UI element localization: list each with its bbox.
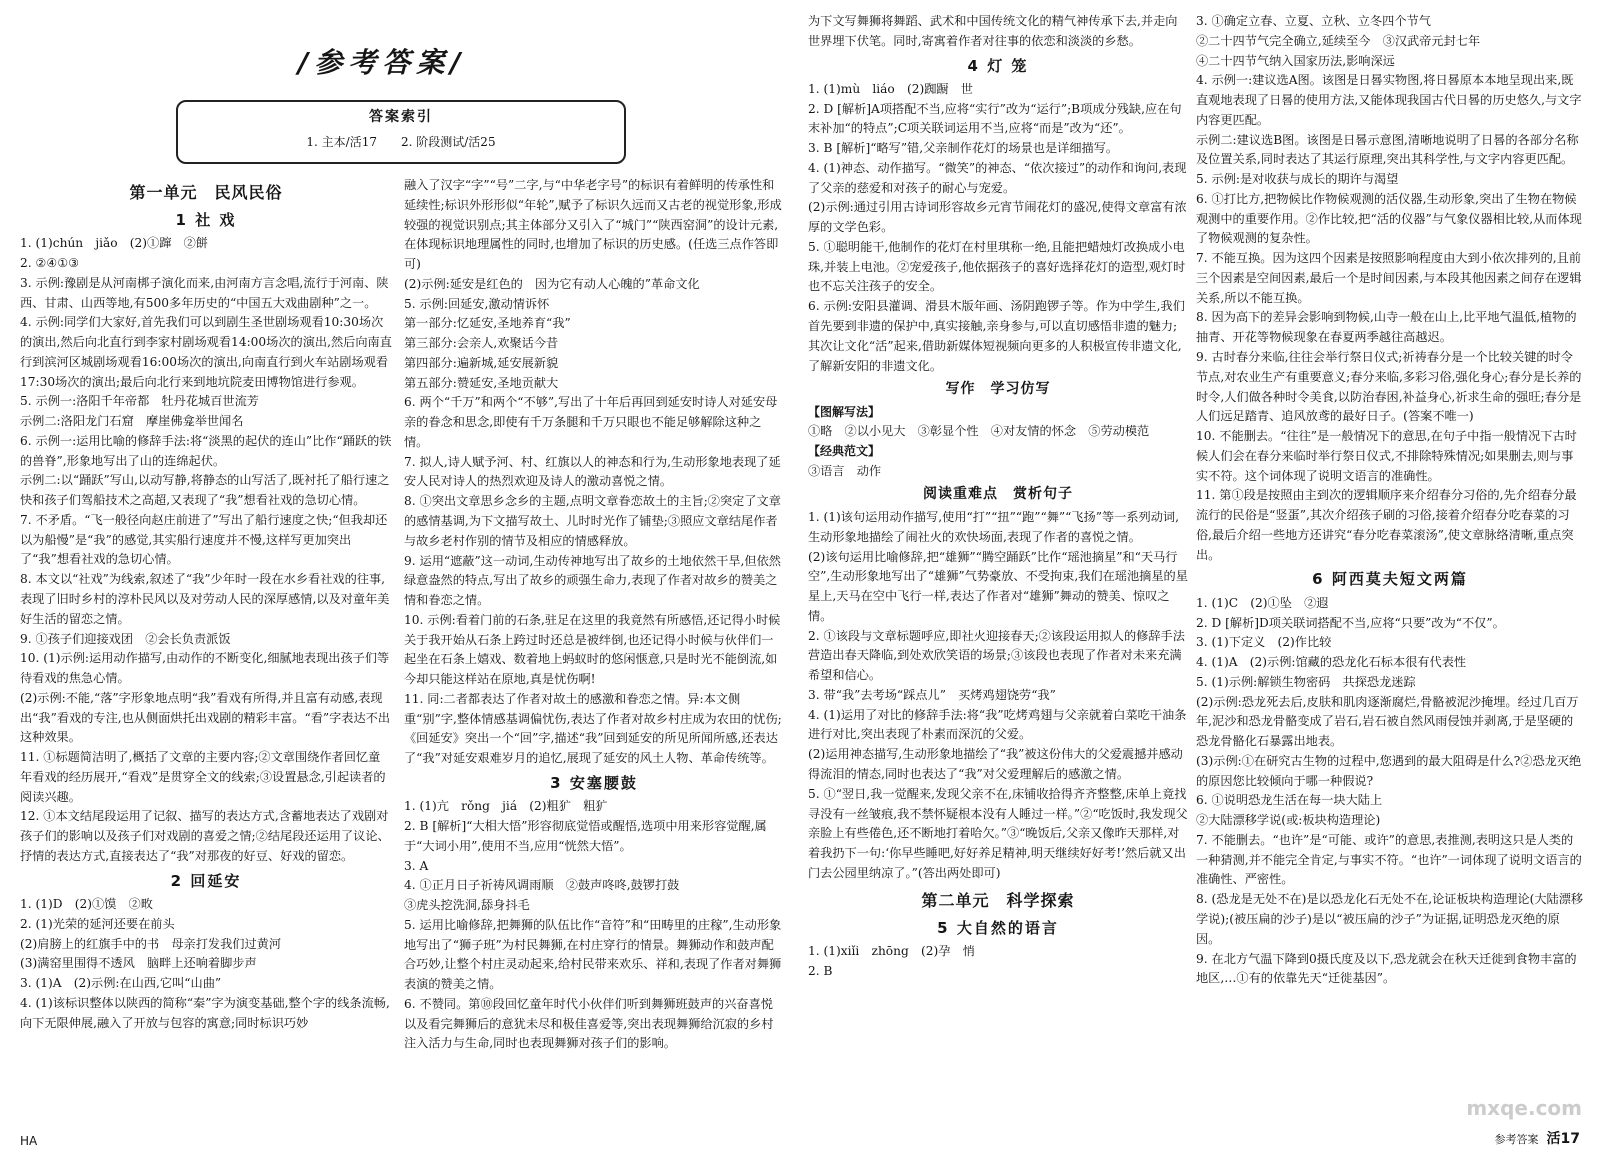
answer-item: 10. (1)示例:运用动作描写,由动作的不断变化,细腻地表现出孩子们等待看戏的焦急心情。 — [20, 651, 390, 686]
section-tag: 【图解写法】 — [808, 404, 881, 419]
answer-item: (3)满窑里围得不透风 脑畔上还响着脚步声 — [20, 956, 257, 971]
answer-item: 5. 示例:是对收获与成长的期许与渴望 — [1196, 172, 1399, 187]
answer-item: 2. ②④①③ — [20, 255, 80, 270]
answer-item: (2)示例:恐龙死去后,皮肤和肌肉逐渐腐烂,骨骼被泥沙掩埋。经过几百万年,泥沙和恐龙骨骼变成了岩石,岩石被自然风雨侵蚀并剥离,于是坚硬的恐龙骨骼化石暴露出地表。 — [1196, 694, 1579, 749]
answer-item: 5. ①聪明能干,他制作的花灯在村里琪称一绝,且能把蜡烛灯改换成小电珠,并装上电池。②宠爱孩子,他依据孩子的喜好选择花灯的造型,观灯时也不忘关注孩子的安全。 — [808, 239, 1186, 294]
answer-item: 5. 示例一:洛阳千年帝都 牡丹花城百世流芳 — [20, 394, 259, 409]
answer-index-box — [176, 100, 626, 164]
answer-item: 4. (1)运用了对比的修辞手法:将“我”吃烤鸡翅与父亲就着白菜吃干油条进行对比,突出表现了朴素而深沉的父爱。 — [808, 707, 1187, 742]
answer-item: 5. 运用比喻修辞,把舞狮的队伍比作“音符”和“田畴里的庄稼”,生动形象地写出了“狮子班”为村民舞狮,在村庄穿行的情景。舞狮动作和鼓声配合巧妙,让整个村庄灵动起来,给村民带来欢乐、祥和,表现了作者对舞狮表演的赞美之情。 — [404, 917, 782, 992]
answer-item: 融入了汉字“字”“号”二字,与“中华老字号”的标识有着鲜明的传承性和延续性;标识外形形似“年轮”,赋予了标识久远而又古老的视觉形象,形成较强的视觉识别点;其主体部分又引入了“城门”“陕西窑洞”的设计元素,在体现标识地理属性的同时,也增加了标识的历史感。(任选三点作答即可) — [404, 178, 782, 272]
answer-index-title: 答案索引 — [369, 109, 433, 125]
answer-item: 9. 运用“遮蔽”这一动词,生动传神地写出了故乡的土地依然干旱,但依然绿意盎然的特点,写出了故乡的顽强生命力,表现了作者对故乡的赞美之情和眷恋之情。 — [404, 553, 781, 608]
answer-item: (2)示例:延安是红色的 因为它有动人心魄的”革命文化 — [404, 276, 700, 291]
answer-item: 5. 示例:回延安,激动情诉怀 — [404, 296, 550, 311]
answer-item: 示例二:以“踊跃”写山,以动写静,将静态的山写活了,既衬托了船行速之快和孩子们驾船技术之高超,又表现了“我”想看社戏的急切心情。 — [20, 473, 390, 508]
answer-item: 2. D [解析]A项搭配不当,应将“实行”改为“运行”;B项成分残缺,应在句末补加“的特点”;C项关联词运用不当,应将“而是”改为“还”。 — [808, 101, 1182, 136]
answer-item: 1. (1)chún jiǎo (2)①蹿 ②餅 — [20, 236, 208, 251]
answer-item: 5. (1)示例:解锁生物密码 共探恐龙迷踪 — [1196, 674, 1416, 689]
lesson-heading: 2 回延安 — [170, 871, 242, 890]
answer-item: 8. ①突出文章思乡念乡的主题,点明文章眷恋故土的主旨;②突定了文章的感情基调,为下文描写故土、儿时时光作了铺垫;③照应文章结尾作者与故乡老村作别的情节及相应的情感释放。 — [404, 494, 781, 548]
answer-item: 8. 因为高下的差异会影响到物候,山寺一般在山上,比平地气温低,植物的抽青、开花等物候现象在春夏两季越往高越迟。 — [1196, 310, 1577, 345]
answer-item: 6. 示例一:运用比喻的修辞手法:将“淡黑的起伏的连山”比作“踊跃的铁的兽脊”,形象地写出了山的连绵起伏。 — [20, 433, 392, 468]
left-column-1 — [20, 176, 392, 1126]
answer-item: 4. ①正月日子祈祷风调雨顺 ②鼓声咚咚,鼓锣打鼓 — [404, 878, 680, 893]
answer-item: 3. A — [404, 858, 429, 873]
answer-item: 4. (1)该标识整体以陕西的简称“秦”字为演变基础,整个字的线条流畅,向下无限伸展,融入了开放与包容的寓意;同时标识巧妙 — [20, 995, 390, 1030]
section-heading: 写作 学习仿写 — [945, 381, 1051, 398]
right-column-1 — [808, 12, 1188, 1126]
page-number: 活17 — [1546, 1131, 1580, 1147]
answer-item: (2)该句运用比喻修辞,把“雄狮”“腾空踊跃”比作“瑶池摘星”和“天马行空”,生动形象地写出了“雄狮”气势豪放、不受拘束,我们在瑶池摘星的星星上,天马在空中飞行一样,表达了作者对“雄狮”舞动的赞美、惊叹之情。 — [808, 549, 1188, 623]
right-page — [800, 0, 1600, 1159]
answer-item: 9. 在北方气温下降到0摄氏度及以下,恐龙就会在秋天迁徙到食物丰富的地区,…①有的依靠先天“迁徙基因”。 — [1196, 951, 1577, 986]
answer-item: 6. ①打比方,把物候比作物候观测的活仪器,生动形象,突出了生物在物候观测中的重要作用。②作比较,把“活的仪器”与气象仪器相比较,从而体现了物候观测的复杂性。 — [1196, 191, 1582, 246]
answer-item: 9. ①孩子们迎接戏团 ②会长负责派饭 — [20, 631, 231, 646]
footer-page — [1495, 1128, 1580, 1151]
lesson-heading: 5 大自然的语言 — [937, 918, 1059, 937]
answer-item: 示例二:洛阳龙门石窟 摩崖佛龛举世闻名 — [20, 414, 244, 429]
answer-item: 3. (1)A (2)示例:在山西,它叫“山曲” — [20, 976, 222, 991]
answer-item: 3. B [解析]“略写”错,父亲制作花灯的场景也是详细描写。 — [808, 141, 1119, 156]
answer-item: ②二十四节气完全确立,延续至今 ③汉武帝元封七年 — [1196, 33, 1481, 48]
answer-item: 第一部分:忆延安,圣地养育“我” — [404, 316, 571, 331]
answer-item: ③语言 动作 — [808, 463, 882, 478]
answer-item: (2)示例:不能,“落”字形象地点明“我”看戏有所得,并且富有动感,表现出“我”看戏的专注,也从侧面烘托出戏剧的精彩丰富。“看”字表达不出这种效果。 — [20, 690, 391, 745]
answer-item: 6. 示例:安阳县灌调、滑县木版年画、汤阴跑锣子等。作为中学生,我们首先要到非遗的保护中,真实接触,亲身参与,可以直切感悟非遗的魅力;其次让文化“活”起来,借助新媒体短视频向更多的人积极宣传非遗文化,了解新安阳的非遗文化。 — [808, 299, 1185, 373]
left-column-2 — [404, 176, 784, 1126]
answer-item: 3. 示例:豫剧是从河南梆子演化而来,由河南方言念唱,流行于河南、陕西、甘肃、山西等地,有500多年历史的“中国五大戏曲剧种”之一。 — [20, 275, 389, 310]
answer-item: 11. 同:二者都表达了作者对故土的感激和眷恋之情。异:本文侧重“别”字,整体情感基调偏忧伤,表达了作者对故乡村庄成为农田的忧伤;《回延安》突出一个“回”字,描述“我”回到延安的所见所闻所感,还表达了“我”对延安艰难岁月的追忆,展现了延安的风土人物、革命传统等。 — [404, 691, 782, 766]
answer-item: 7. 不能删去。“也许”是“可能、或许”的意思,表推测,表明这只是人类的一种猜测,并不能完全肯定,与事实不符。“也许”一词体现了说明文语言的准确性、严密性。 — [1196, 832, 1582, 887]
answer-item: 第四部分:遍新城,延安展新貌 — [404, 355, 559, 370]
answer-item: 8. (恐龙是无处不在)是以恐龙化石无处不在,论证板块构造理论(大陆漂移学说);(被压扁的沙子)是以“被压扁的沙子”为证据,证明恐龙灭绝的原因。 — [1196, 892, 1584, 946]
lesson-heading: 1 社 戏 — [175, 210, 237, 229]
footer-code: HA — [20, 1134, 38, 1148]
answer-item: 1. (1)xiǐi zhōng (2)孕 悄 — [808, 943, 975, 958]
answer-item: (3)示例:①在研究古生物的过程中,您遇到的最大阻碍是什么?②恐龙灭绝的原因您比较倾向于哪一种假说? — [1196, 753, 1582, 788]
answer-item: 示例二:建议选B图。该图是日晷示意图,清晰地说明了日晷的各部分名称及位置关系,同时表达了其运行原理,突出其科学性,与文字内容更匹配。 — [1196, 132, 1579, 167]
answer-item: (2)运用神态描写,生动形象地描绘了“我”被这份伟大的父爱震撼并感动得流泪的情态,同时也表达了“我”对父爱理解后的感激之情。 — [808, 747, 1183, 782]
answer-item: 6. ①说明恐龙生活在每一块大陆上 — [1196, 793, 1383, 808]
unit-heading: 第二单元 科学探索 — [921, 890, 1075, 910]
answer-item: 11. 第①段是按照由主到次的逻辑顺序来介绍春分习俗的,先介绍春分最流行的民俗是“竖蛋”,其次介绍孩子刷的习俗,接着介绍春分吃春菜的习俗,最后介绍一些地方还讲究“春分吃春菜滚汤”,使文章脉络清晰,重点突出。 — [1196, 488, 1577, 562]
footer-section-label: 参考答案 — [1494, 1133, 1539, 1146]
answer-item: 3. ①确定立春、立夏、立秋、立冬四个节气 — [1196, 14, 1431, 28]
answer-item: (2)示例:通过引用古诗词形容故乡元宵节闹花灯的盛况,使得文章富有浓厚的文学色彩。 — [808, 200, 1187, 235]
answer-item: ①略 ②以小见大 ③彰显个性 ④对友情的怀念 ⑤劳动模范 — [808, 424, 1150, 439]
answer-item: 1. (1)D (2)①馍 ②畋 — [20, 897, 153, 911]
answer-item: 3. 带“我”去考场“踩点儿” 买烤鸡翅饶劳“我” — [808, 687, 1056, 702]
answer-item: 1. (1)mù liáo (2)踟蹰 世 — [808, 81, 973, 96]
answer-item: 7. 不能互换。因为这四个因素是按照影响程度由大到小依次排列的,且前三个因素是空间因素,最后一个是时间因素,与本段其他因素之间存在逻辑关系,所以不能互换。 — [1196, 251, 1582, 305]
answer-item: 第三部分:会亲人,欢聚话今昔 — [404, 336, 559, 351]
answer-item: 4. 示例:同学们大家好,首先我们可以到剧生圣世剧场观看10:30场次的演出,然后向北直行到李家村剧场观看14:00场次的演出,然后向南直行到滨河区城剧场观看16:00场次的演出,向南直行到火车站剧场观看17:30场次的演出;最后向北行来到地坑院麦田博物馆进行参观。 — [20, 315, 392, 389]
answer-item: 12. ①本文结尾段运用了记叙、描写的表达方式,含蓄地表达了戏剧对孩子们的影响以及孩子们对戏剧的喜爱之情;②结尾段还运用了议论、抒情的表达方式,直接表达了“我”对那夜的好豆、好戏的留恋。 — [20, 809, 390, 863]
answer-item: 6. 不赞同。第⑩段回忆童年时代小伙伴们听到舞狮班鼓声的兴奋喜悦以及看完舞狮后的意犹未尽和极佳喜爱等,突出表现舞狮给沉寂的乡村注入活力与生命,同时也表现舞狮对孩子们的影响。 — [404, 996, 774, 1051]
answer-item: 2. ①该段与文章标题呼应,即社火迎接春天;②该段运用拟人的修辞手法营造出春天降临,到处欢欣笑语的场景;③该段也表现了作者对未来充满希望和信心。 — [808, 628, 1185, 683]
answer-index-items: 1. 主本/活17 2. 阶段测试/活25 — [306, 134, 496, 149]
answer-item: 5. ①“翌日,我一觉醒来,发现父亲不在,床铺收拾得齐齐整整,床单上竟找寻没有一丝皱痕,我不禁怀疑根本没有人睡过一样。”②“吃饭时,我发现父亲脸上有些倦色,还不断地打着哈欠。”③“晚饭后,父亲又像昨天那样,对着我扔下一句:‘你早些睡吧,好好养足精神,明天继续好好考!’然后就又出门去公园里纳凉了。”(答出两处即可) — [808, 786, 1188, 880]
answer-item: 2. (1)光荣的延河还要在前头 — [20, 916, 175, 931]
answer-item: ②大陆漂移学说(或:板块构造理论) — [1196, 813, 1381, 828]
page-title: /参考答案/ — [298, 46, 467, 79]
answer-item: 1. (1)亢 rǒng jiá (2)粗犷 粗犷 — [404, 799, 608, 814]
answer-item: 第五部分:赞延安,圣地贡献大 — [404, 375, 559, 390]
section-tag: 【经典范文】 — [808, 444, 881, 459]
answer-item: 4. 示例一:建议选A图。该图是日晷实物图,将日晷原本本地呈现出来,既直观地表现了日晷的使用方法,又能体现我国古代日晷的历史悠久,与文字内容更匹配。 — [1196, 73, 1582, 127]
answer-item: 1. (1)该句运用动作描写,使用“打”“扭”“跑”“舞”“飞扬”等一系列动词,生动形象地描绘了闹社火的欢快场面,表现了作者的喜悦之情。 — [808, 510, 1179, 544]
answer-item: ④二十四节气纳入国家历法,影响深远 — [1196, 53, 1395, 68]
answer-item: 为下文写舞狮将舞蹈、武术和中国传统文化的精气神传承下去,并走向世界埋下伏笔。同时,寄寓着作者对往事的依恋和淡淡的乡愁。 — [808, 14, 1178, 48]
answer-item: 3. (1)下定义 (2)作比较 — [1196, 635, 1332, 650]
lesson-heading: 6 阿西莫夫短文两篇 — [1312, 570, 1468, 589]
answer-item: 2. B [解析]“大相大悟”形容彻底觉悟或醒悟,选项中用来形容觉醒,属于“大词小用”,使用不当,应用“恍然大悟”。 — [404, 819, 767, 853]
lesson-heading: 3 安塞腰鼓 — [550, 773, 638, 792]
unit-heading: 第一单元 民风民俗 — [129, 183, 283, 202]
answer-item: 2. D [解析]D项关联词搭配不当,应将“只要”改为“不仅”。 — [1196, 615, 1505, 630]
answer-item: 10. 示例:看着门前的石条,驻足在这里的我竟然有所感悟,还记得小时候关于我开始从石条上跨过时还总是被绊倒,也还记得小时候与伙伴们一起坐在石条上嬉戏、数着地上蚂蚁时的悠闲惬意,只是时光不能倒流,如今却只能这样站在原地,真是忧伤啊! — [404, 612, 781, 687]
answer-item: 7. 拟人,诗人赋予河、村、红旗以人的神态和行为,生动形象地表现了延安人民对诗人的热烈欢迎及诗人的激动喜悦之情。 — [404, 454, 781, 489]
answer-item: 4. (1)A (2)示例:馆藏的恐龙化石标本很有代表性 — [1196, 655, 1467, 670]
answer-item: 9. 古时春分来临,往往会举行祭日仪式;祈祷春分是一个比较关键的时令节点,对农业生产有重要意义;春分来临,多彩习俗,强化身心;春分是长养的时令,人们做各种时令美食,以防治春困,补益身心,祈求生命的强旺;春分是人们远足踏青、追风放鸢的最好日子。(答案不唯一) — [1196, 350, 1582, 424]
answer-item: (2)肩膀上的红旗手中的书 母亲打发我们过黄河 — [20, 936, 282, 951]
answer-item: 10. 不能删去。“往往”是一般情况下的意思,在句子中指一般情况下古时候人们会在春分来临时举行祭日仪式,不排除特殊情况;如果删去,则与事实不符。这个词体现了说明文语言的准确性。 — [1196, 429, 1577, 483]
answer-item: 7. 不矛盾。“飞一般径向赵庄前进了”写出了船行速度之快;“但我却还以为船慢”是“我”的感觉,其实船行速度并不慢,这样写更加突出了“我”想看社戏的急切心情。 — [20, 512, 388, 567]
answer-item: 2. B — [808, 963, 833, 978]
answer-item: 8. 本文以“社戏”为线索,叙述了“我”少年时一段在水乡看社戏的往事,表现了旧时乡村的淳朴民风以及对劳动人民的深厚感情,以及对童年美好生活的留恋之情。 — [20, 572, 390, 626]
answer-item: 6. 两个“千万”和两个“不够”,写出了十年后再回到延安时诗人对延安母亲的眷念和思念,即使有千万条腿和千万只眼也不能足够解除这种之情。 — [404, 395, 778, 449]
right-column-2 — [1196, 12, 1584, 1126]
answer-item: ③虎头挖洗洞,舔身抖毛 — [404, 898, 530, 913]
answer-item: 4. (1)神态、动作描写。“微笑”的神态、“依次接过”的动作和询问,表现了父亲的慈爱和对孩子的耐心与宠爱。 — [808, 160, 1187, 195]
section-heading: 阅读重难点 赏析句子 — [923, 486, 1073, 503]
lesson-heading: 4 灯 笼 — [967, 56, 1029, 75]
answer-item: 1. (1)C (2)①坠 ②遐 — [1196, 595, 1329, 610]
watermark-logo: mxqe.com — [1466, 1096, 1582, 1120]
answer-item: 11. ①标题简洁明了,概括了文章的主要内容;②文章围绕作者回忆童年看戏的经历展开,“看戏”是贯穿全文的线索;③设置悬念,引起读者的阅读兴趣。 — [20, 750, 386, 804]
